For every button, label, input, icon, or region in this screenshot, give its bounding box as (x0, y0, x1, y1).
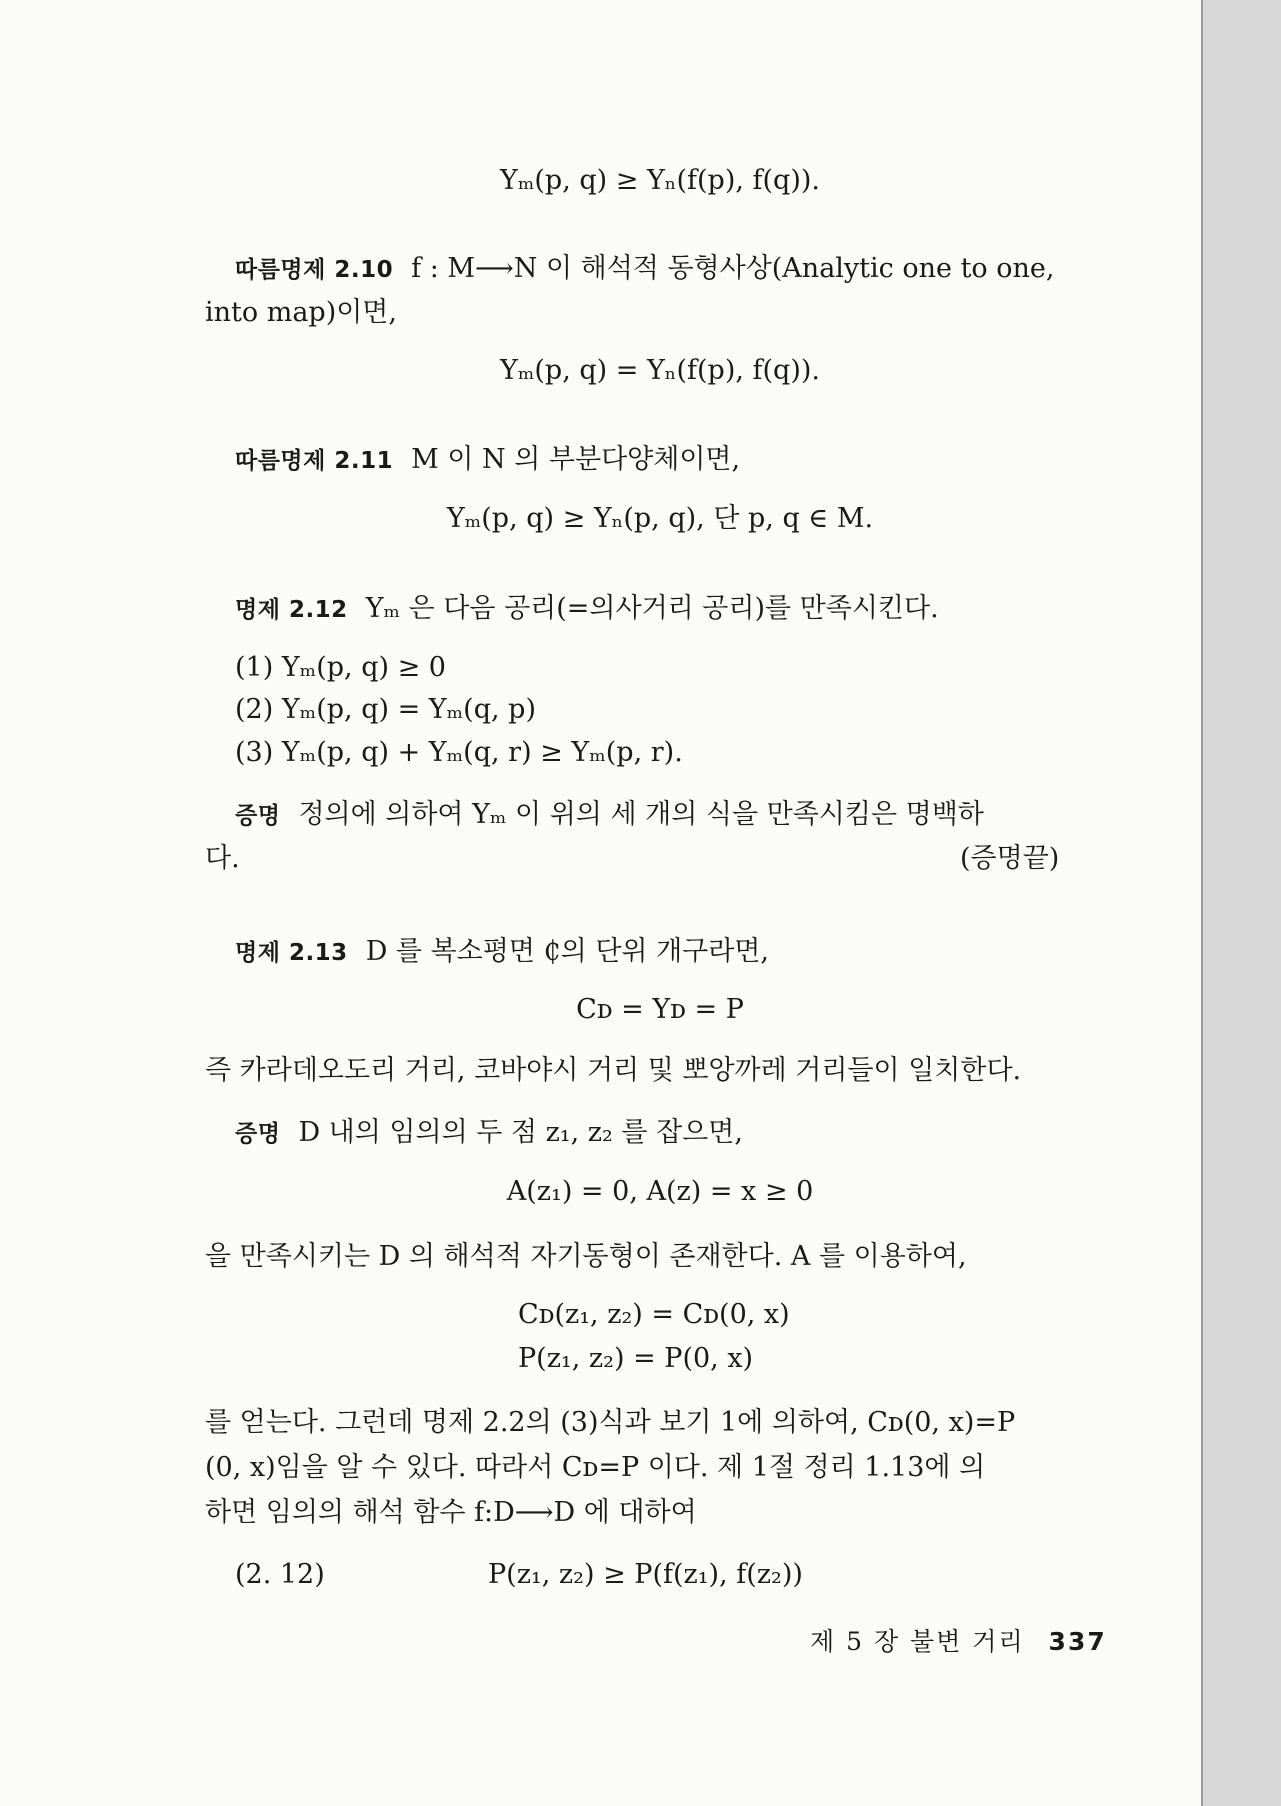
equation-label: (2. 12) (235, 1559, 325, 1590)
paragraph-line (205, 1240, 967, 1274)
corollary-2-11 (235, 443, 740, 478)
equation-text: P(z₁, z₂) = P(0, x) (518, 1343, 754, 1374)
proposition-text: Yₘ 은 다음 공리(=의사거리 공리)를 만족시킨다. (365, 593, 939, 624)
paragraph-text: (0, x)임을 알 수 있다. 따라서 Cᴅ=P 이다. 제 1절 정리 1.13에 의 (205, 1452, 986, 1483)
corollary-label: 따름명제 2.10 (235, 257, 394, 283)
paragraph-text: 하면 임의의 해석 함수 f:D⟶D 에 대하여 (205, 1497, 697, 1528)
equation-text: P(z₁, z₂) ≥ P(f(z₁), f(z₂)) (488, 1559, 803, 1590)
corollary-2-10-continuation (205, 296, 397, 330)
proposition-label: 명제 2.13 (235, 940, 348, 966)
proof-text-2: 다. (205, 843, 240, 874)
corollary-text: M 이 N 의 부분다양체이면, (411, 444, 741, 475)
viewer-background (1203, 0, 1281, 1806)
equation-text: Yₘ(p, q) ≥ Yₙ(p, q), 단 p, q ∈ M. (446, 503, 874, 534)
proposition-text: D 를 복소평면 ₵의 단위 개구라면, (365, 936, 770, 967)
proof-text: 정의에 의하여 Yₘ 이 위의 세 개의 식을 만족시킴은 명백하 (298, 799, 984, 830)
paragraph-line (205, 1406, 1015, 1440)
axiom-text: (2) Yₘ(p, q) = Yₘ(q, p) (235, 694, 536, 725)
equation-2-11 (205, 502, 1115, 536)
proposition-2-12 (235, 592, 939, 627)
axiom-item (235, 651, 446, 685)
proof-label: 증명 (235, 1121, 281, 1147)
axiom-item (235, 736, 683, 770)
proof-2-12 (235, 798, 984, 833)
proposition-2-13 (235, 935, 769, 970)
paragraph-text: 즉 카라데오도리 거리, 코바야시 거리 및 뽀앙까레 거리들이 일치한다. (205, 1055, 1022, 1086)
paragraph-text: 을 만족시키는 D 의 해석적 자기동형이 존재한다. A 를 이용하여, (205, 1241, 967, 1272)
axiom-text: (1) Yₘ(p, q) ≥ 0 (235, 652, 446, 683)
equation-text: A(z₁) = 0, A(z) = x ≥ 0 (506, 1176, 814, 1207)
corollary-label: 따름명제 2.11 (235, 448, 394, 474)
paragraph-line (205, 1054, 1021, 1088)
equation-number (235, 1558, 325, 1592)
axiom-text: (3) Yₘ(p, q) + Yₘ(q, r) ≥ Yₘ(p, r). (235, 737, 683, 768)
equation-2-12 (488, 1558, 803, 1592)
equation-top (205, 164, 1115, 198)
page-number: 337 (1048, 1627, 1107, 1656)
equation-text: Cᴅ(z₁, z₂) = Cᴅ(0, x) (518, 1299, 790, 1330)
equation-automorphism (205, 1175, 1115, 1209)
page-footer (810, 1622, 1107, 1658)
proof-2-13 (235, 1116, 743, 1151)
equation-poincare (518, 1342, 753, 1376)
equation-2-13 (205, 993, 1115, 1027)
paragraph-text: 를 얻는다. 그런데 명제 2.2의 (3)식과 보기 1에 의하여, Cᴅ(0, x)=P (205, 1407, 1016, 1438)
corollary-2-10 (235, 252, 1054, 287)
equation-text: Yₘ(p, q) ≥ Yₙ(f(p), f(q)). (500, 165, 820, 196)
equation-text: Cᴅ = Yᴅ = P (576, 994, 744, 1025)
equation-carath (518, 1298, 790, 1332)
proof-label: 증명 (235, 803, 281, 829)
paragraph-line (205, 1451, 985, 1485)
axiom-item (235, 693, 536, 727)
proposition-label: 명제 2.12 (235, 597, 348, 623)
equation-text: Yₘ(p, q) = Yₙ(f(p), f(q)). (500, 355, 820, 386)
corollary-text-2: into map)이면, (205, 297, 397, 328)
proof-2-12-continuation (205, 842, 240, 876)
equation-2-10 (205, 354, 1115, 388)
qed-text: (증명끝) (960, 843, 1060, 874)
chapter-title: 제 5 장 불변 거리 (810, 1627, 1025, 1656)
proof-text: D 내의 임의의 두 점 z₁, z₂ 를 잡으면, (298, 1117, 743, 1148)
corollary-text: f : M⟶N 이 해석적 동형사상(Analytic one to one, (411, 253, 1055, 284)
paragraph-line (205, 1496, 697, 1530)
qed-marker (960, 842, 1059, 876)
